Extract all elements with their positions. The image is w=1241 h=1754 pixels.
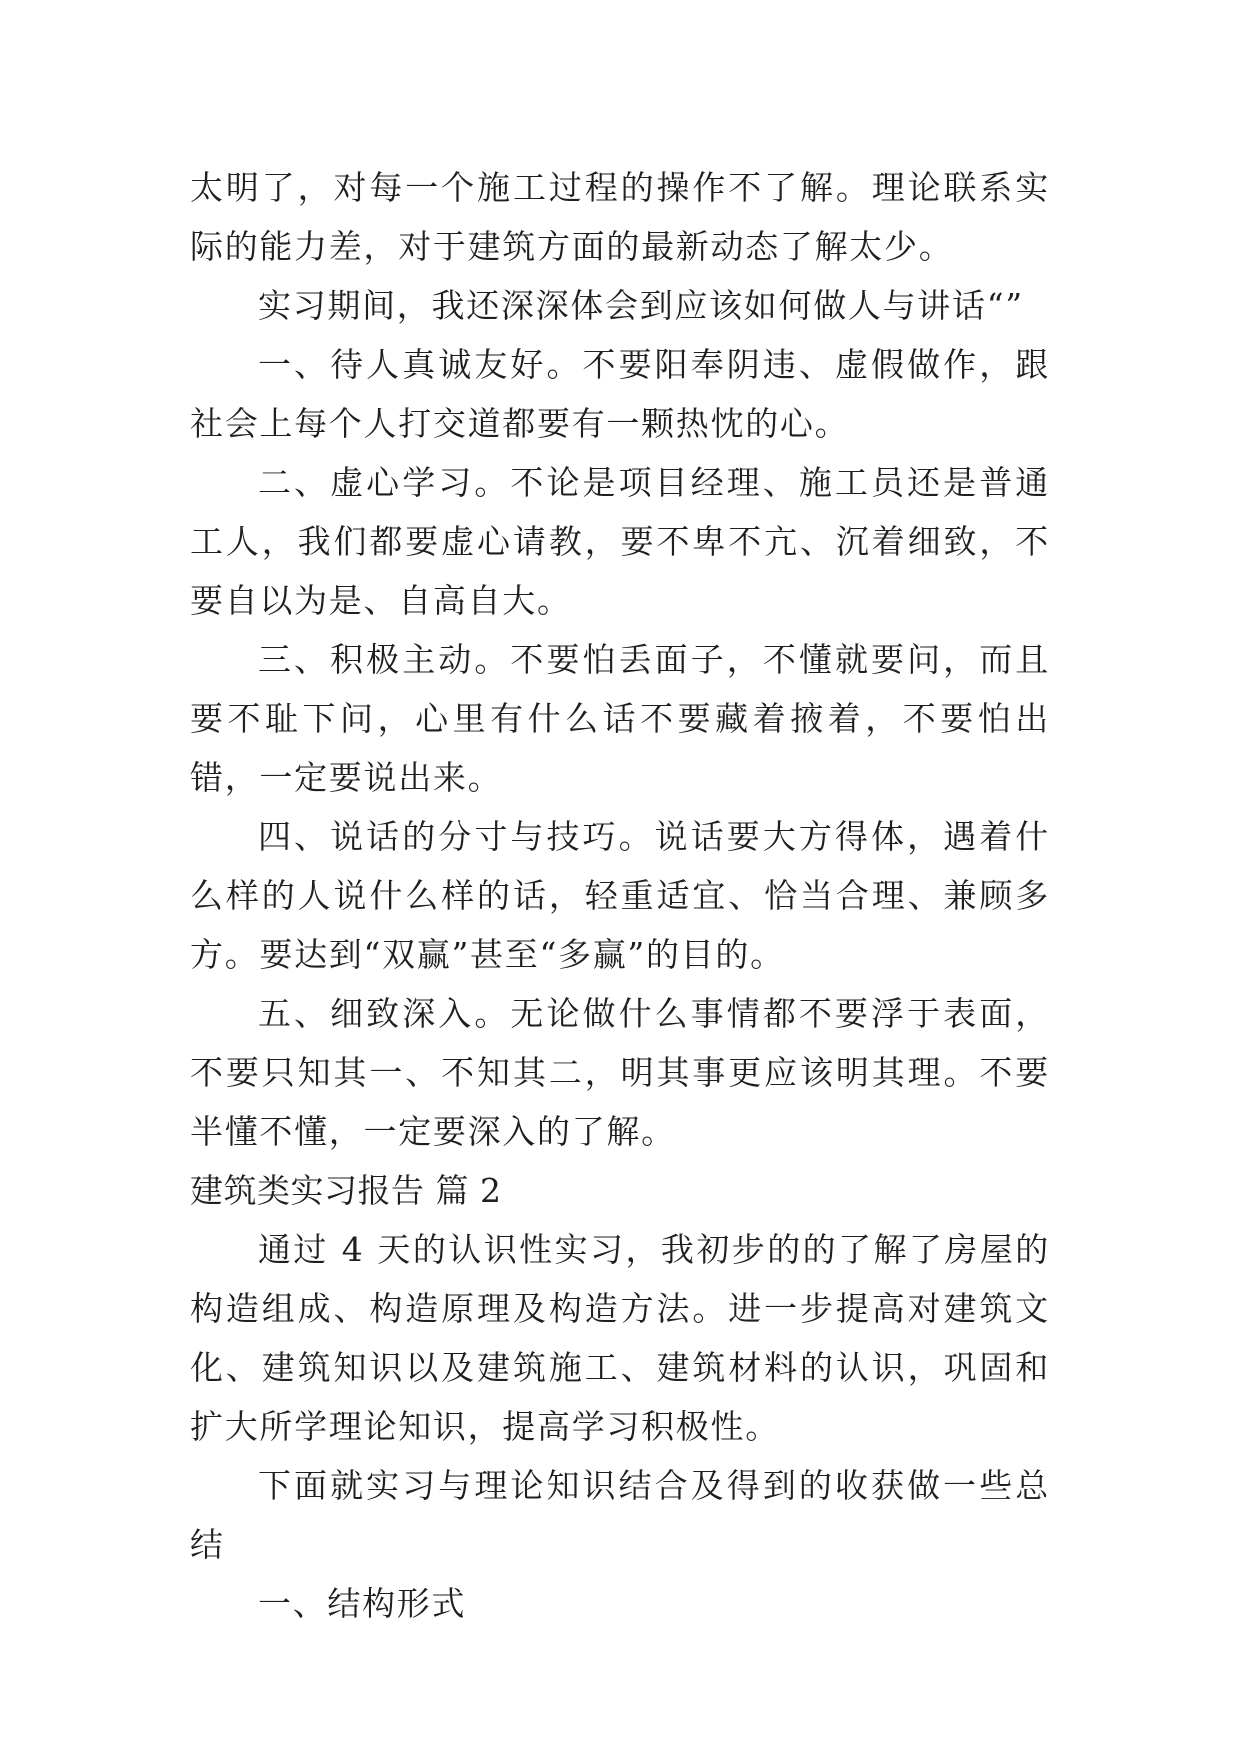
section-heading: 建筑类实习报告 篇 2 <box>190 1171 502 1210</box>
paragraph-point-3: 三、积极主动。不要怕丢面子，不懂就要问，而且要不耻下问，心里有什么话不要藏着掖着，不要怕出错，一定要说出来。 <box>190 640 1050 797</box>
paragraph-intro-conduct: 实习期间，我还深深体会到应该如何做人与讲话“” <box>258 286 1024 325</box>
paragraph-summary-lead: 下面就实习与理论知识结合及得到的收获做一些总结 <box>190 1466 1050 1564</box>
paragraph-point-1: 一、待人真诚友好。不要阳奉阴违、虚假做作，跟社会上每个人打交道都要有一颗热忱的心。 <box>190 345 1050 443</box>
paragraph-report2-intro: 通过 4 天的认识性实习，我初步的的了解了房屋的构造组成、构造原理及构造方法。进一步提高对建筑文化、建筑知识以及建筑施工、建筑材料的认识，巩固和扩大所学理论知识，提高学习积极性。 <box>190 1230 1050 1446</box>
paragraph-structure-form: 一、结构形式 <box>258 1584 467 1623</box>
paragraph-point-2: 二、虚心学习。不论是项目经理、施工员还是普通工人，我们都要虚心请教，要不卑不亢、沉着细致，不要自以为是、自高自大。 <box>190 463 1050 620</box>
document-body <box>190 158 1050 1633</box>
paragraph-point-4: 四、说话的分寸与技巧。说话要大方得体，遇着什么样的人说什么样的话，轻重适宜、恰当合理、兼顾多方。要达到“双赢”甚至“多赢”的目的。 <box>190 817 1050 974</box>
continuation-paragraph: 太明了，对每一个施工过程的操作不了解。理论联系实际的能力差，对于建筑方面的最新动态了解太少。 <box>190 168 1050 266</box>
paragraph-point-5: 五、细致深入。无论做什么事情都不要浮于表面，不要只知其一、不知其二，明其事更应该明其理。不要半懂不懂，一定要深入的了解。 <box>190 994 1050 1151</box>
